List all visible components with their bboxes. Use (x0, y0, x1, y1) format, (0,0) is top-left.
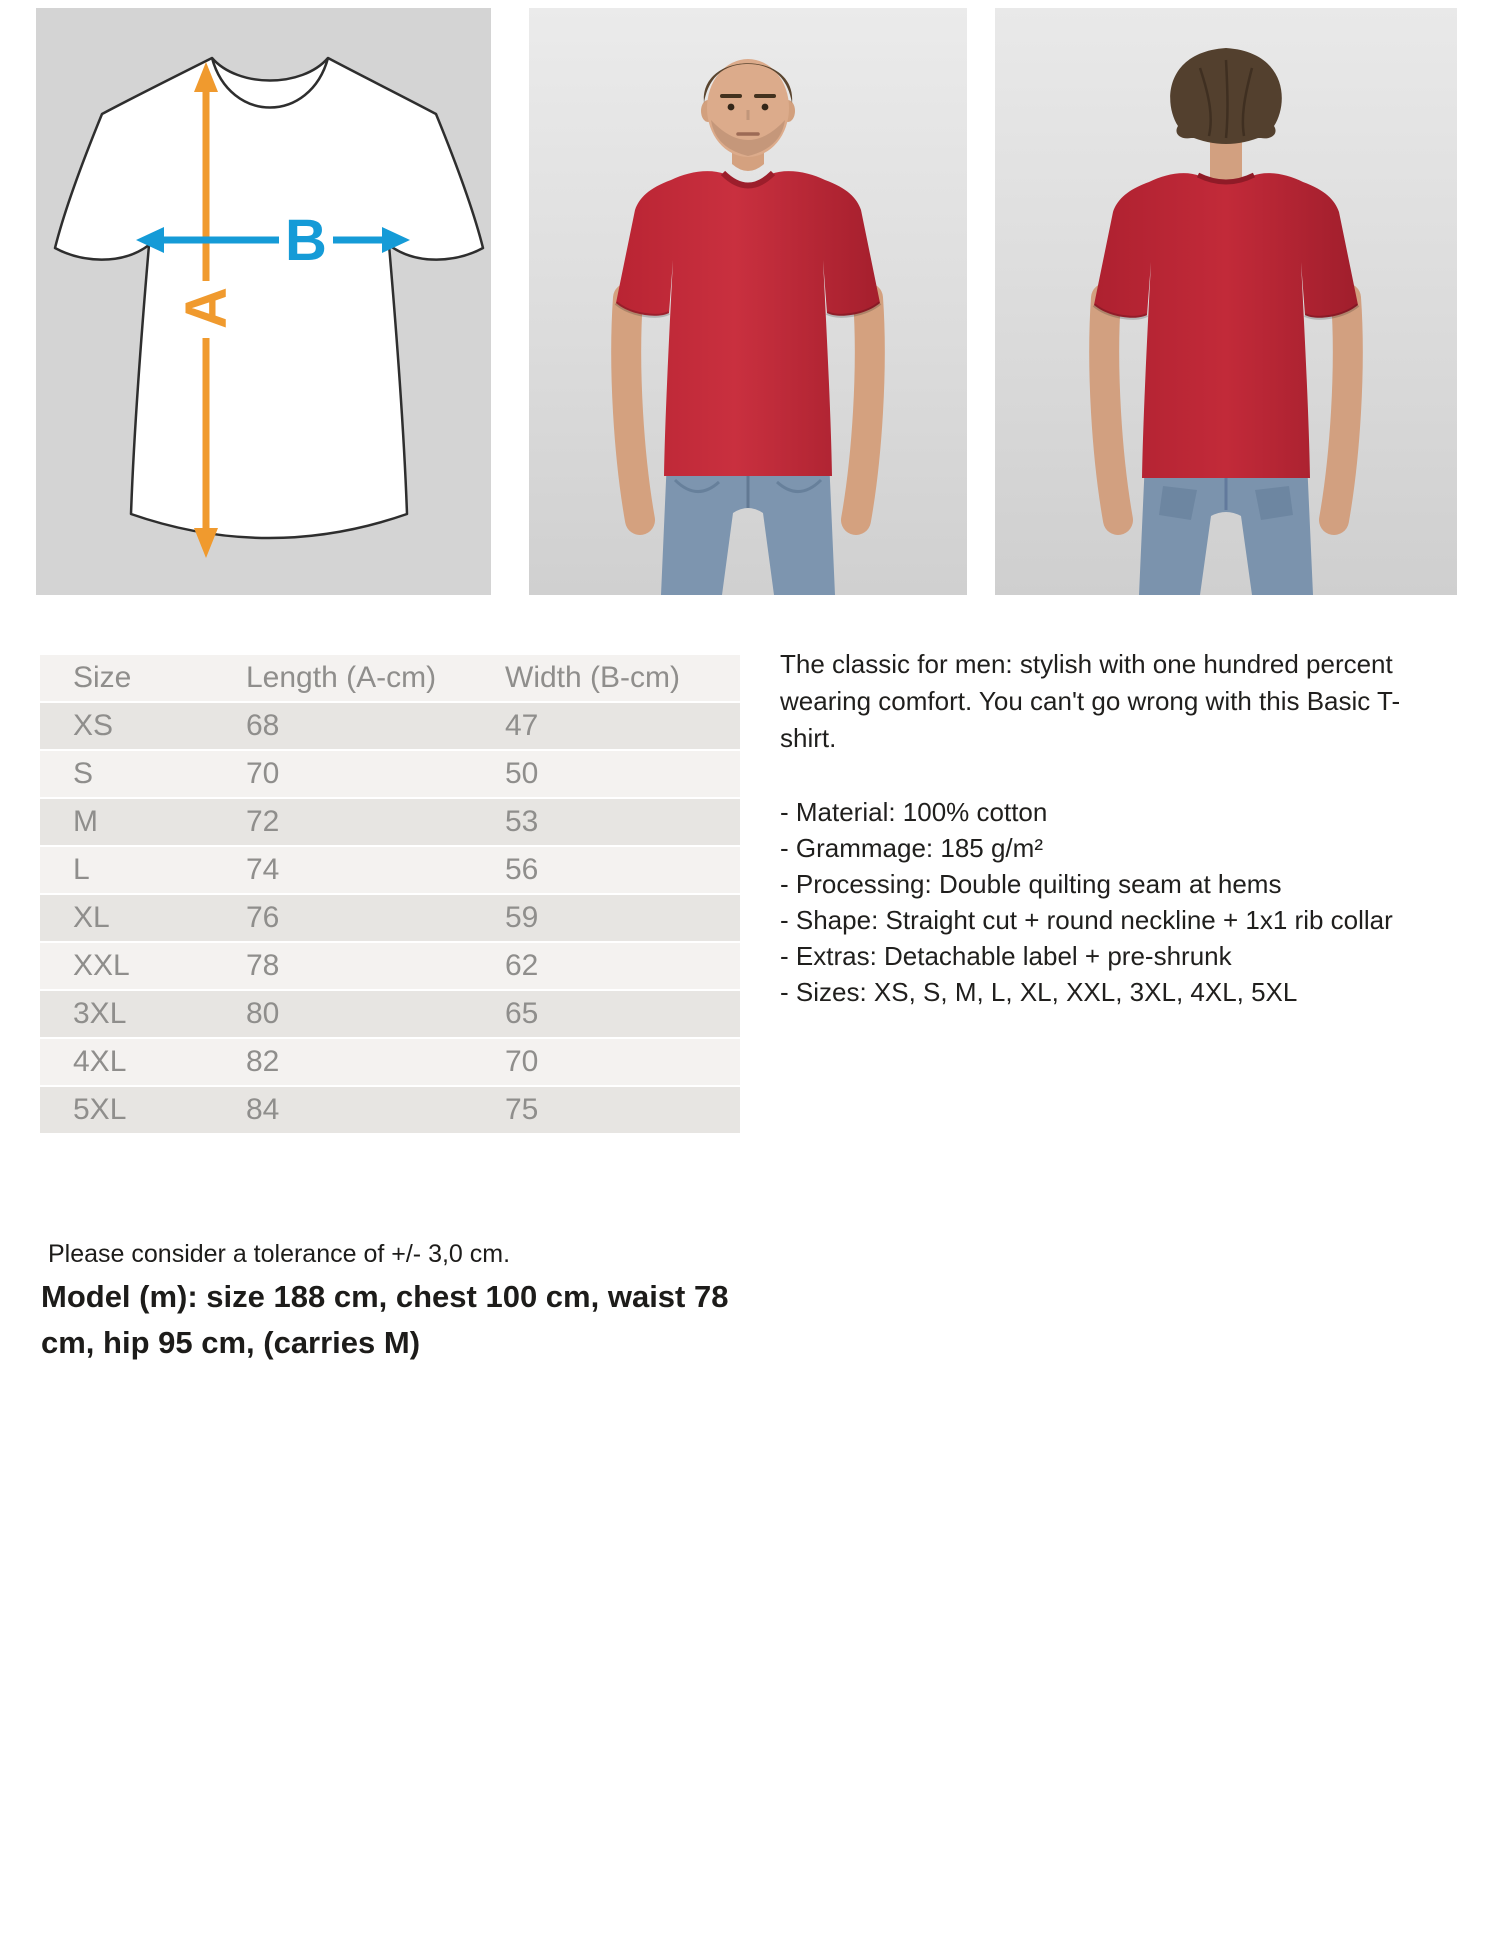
description-paragraph: The classic for men: stylish with one hundred percent wearing comfort. You can't go wrong with this Basic T-shirt. (780, 649, 1401, 753)
label-a: A (174, 287, 239, 329)
size-diagram-panel (36, 8, 491, 595)
column-header: Width (B-cm) (505, 661, 680, 694)
model-info-line: Model (m): size 188 cm, chest 100 cm, waist 78 (41, 1279, 729, 1314)
table-cell: 84 (246, 1093, 280, 1126)
bullet-item: - Sizes: XS, S, M, L, XL, XXL, 3XL, 4XL, 5XL (780, 977, 1298, 1007)
table-cell: XL (73, 901, 110, 934)
model-back-photo (995, 8, 1457, 595)
right-arm (1334, 298, 1348, 520)
table-cell: XS (73, 709, 114, 742)
table-cell: 68 (246, 709, 280, 742)
table-cell: 74 (246, 853, 280, 886)
table-cell: 78 (246, 949, 280, 982)
bullet-item: - Material: 100% cotton (780, 797, 1048, 827)
table-cell: 53 (505, 805, 539, 838)
table-cell: 59 (505, 901, 539, 934)
table-row (40, 751, 740, 797)
table-cell: 70 (505, 1045, 539, 1078)
right-eye (762, 104, 769, 111)
model-front-illustration (529, 8, 967, 595)
table-cell: L (73, 853, 90, 886)
column-header: Size (73, 661, 132, 694)
table-cell: 3XL (73, 997, 127, 1030)
bullet-item: - Shape: Straight cut + round neckline + 1x1 rib collar (780, 905, 1393, 935)
table-cell: 56 (505, 853, 539, 886)
table-cell: 72 (246, 805, 280, 838)
model-info (41, 1274, 728, 1366)
table-cell: 65 (505, 997, 539, 1030)
tshirt-outline (55, 58, 483, 538)
size-diagram (36, 8, 491, 595)
table-row (40, 703, 740, 749)
left-arm (626, 298, 640, 520)
left-eye (728, 104, 735, 111)
right-arm (856, 298, 870, 520)
bullet-item: - Processing: Double quilting seam at hems (780, 869, 1282, 899)
table-cell: 4XL (73, 1045, 127, 1078)
table-row (40, 1039, 740, 1085)
head-back (1170, 48, 1282, 144)
table-cell: 75 (505, 1093, 539, 1126)
left-arm (1104, 298, 1118, 520)
table-cell: 50 (505, 757, 539, 790)
table-cell: 70 (246, 757, 280, 790)
table-row (40, 847, 740, 893)
table-cell: S (73, 757, 94, 790)
table-cell: 76 (246, 901, 280, 934)
tolerance-note: Please consider a tolerance of +/- 3,0 cm. (48, 1240, 511, 1268)
table-row (40, 1087, 740, 1133)
model-front-photo (529, 8, 967, 595)
table-cell: 80 (246, 997, 280, 1030)
model-info-line: cm, hip 95 cm, (carries M) (41, 1325, 421, 1360)
table-cell: 62 (505, 949, 539, 982)
product-description (780, 646, 1420, 1010)
table-row (40, 799, 740, 845)
table-row (40, 943, 740, 989)
table-cell: 5XL (73, 1093, 127, 1126)
table-cell: XXL (73, 949, 130, 982)
model-back-illustration (995, 8, 1457, 595)
label-b: B (285, 208, 327, 273)
back-pocket (1255, 486, 1293, 520)
table-row (40, 991, 740, 1037)
table-row (40, 895, 740, 941)
size-table (40, 655, 740, 1135)
bullet-item: - Grammage: 185 g/m² (780, 833, 1043, 863)
table-header-row (40, 655, 740, 701)
table-cell: 82 (246, 1045, 280, 1078)
column-header: Length (A-cm) (246, 661, 437, 694)
bullet-item: - Extras: Detachable label + pre-shrunk (780, 941, 1232, 971)
back-pocket (1159, 486, 1197, 520)
table-cell: M (73, 805, 98, 838)
bullet-list (780, 794, 1420, 1010)
table-cell: 47 (505, 709, 539, 742)
